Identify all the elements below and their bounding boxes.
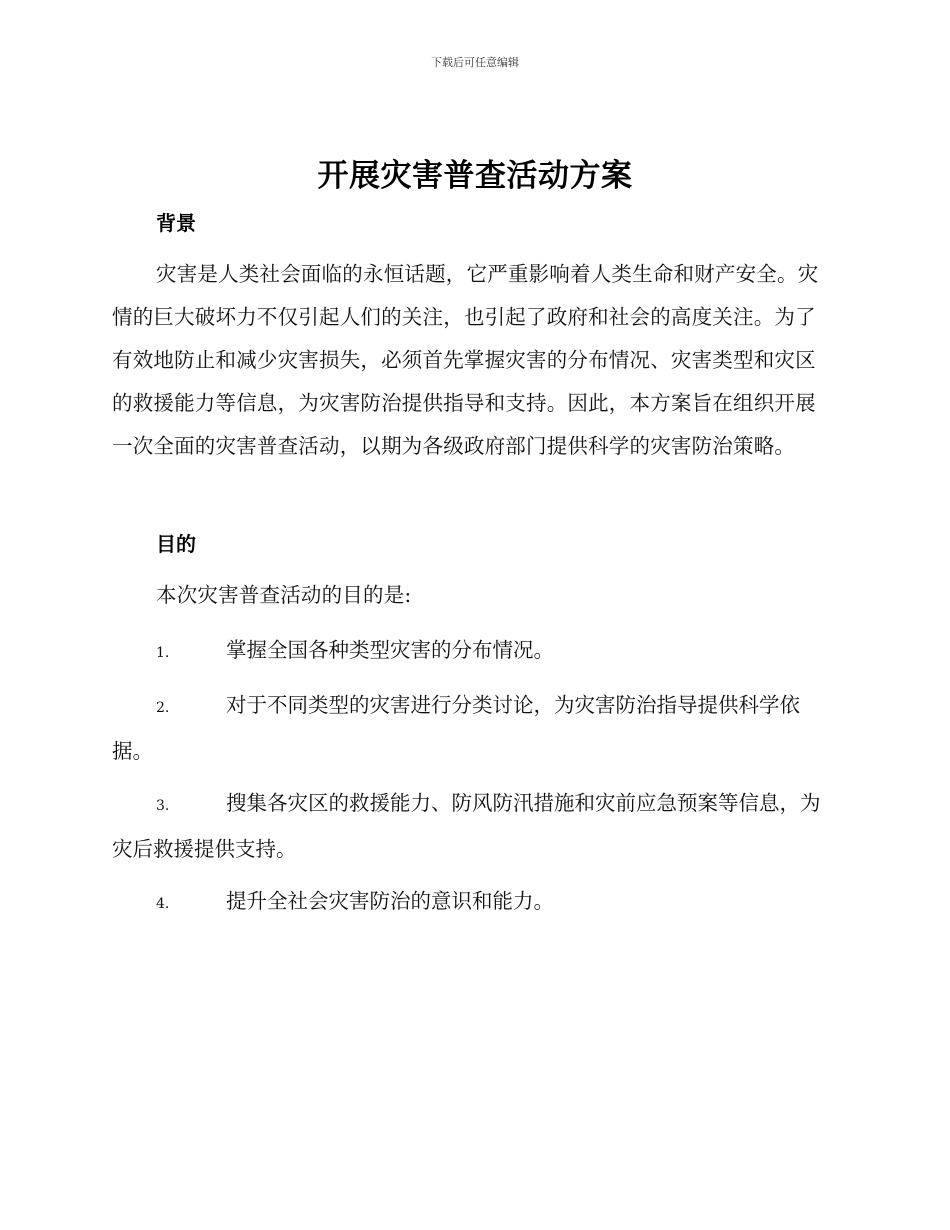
list-item-text: 对于不同类型的灾害进行分类讨论，为灾害防治指导提供科学依据。 <box>112 693 800 763</box>
list-item-text: 搜集各灾区的救援能力、防风防汛措施和灾前应急预案等信息，为灾后救援提供支持。 <box>112 791 821 861</box>
document-title: 开展灾害普查活动方案 <box>317 158 633 194</box>
list-item-text: 提升全社会灾害防治的意识和能力。 <box>226 889 554 913</box>
list-item <box>112 880 836 926</box>
purpose-intro: 本次灾害普查活动的目的是: <box>156 583 412 607</box>
list-item <box>112 782 836 871</box>
list-item-text: 掌握全国各种类型灾害的分布情况。 <box>226 638 554 662</box>
list-item-number: 3. <box>156 798 170 814</box>
section-heading-purpose: 目的 <box>156 532 196 556</box>
page-header-note: 下载后可任意编辑 <box>431 56 519 69</box>
list-item-number: 2. <box>156 700 170 716</box>
list-item <box>112 684 836 773</box>
background-paragraph: 灾害是人类社会面临的永恒话题，它严重影响着人类生命和财产安全。灾情的巨大破坏力不仅引起人们的关注，也引起了政府和社会的高度关注。为了有效地防止和减少灾害损失，必须首先掌握灾害的分布情况、灾害类型和灾区的救援能力等信息，为灾害防治提供指导和支持。因此，本方案旨在组织开展一次全面的灾害普查活动，以期为各级政府部门提供科学的灾害防治策略。 <box>112 262 819 458</box>
section-heading-background: 背景 <box>156 211 196 235</box>
list-item <box>112 629 836 675</box>
list-item-number: 1. <box>156 645 170 661</box>
list-item-number: 4. <box>156 896 170 912</box>
